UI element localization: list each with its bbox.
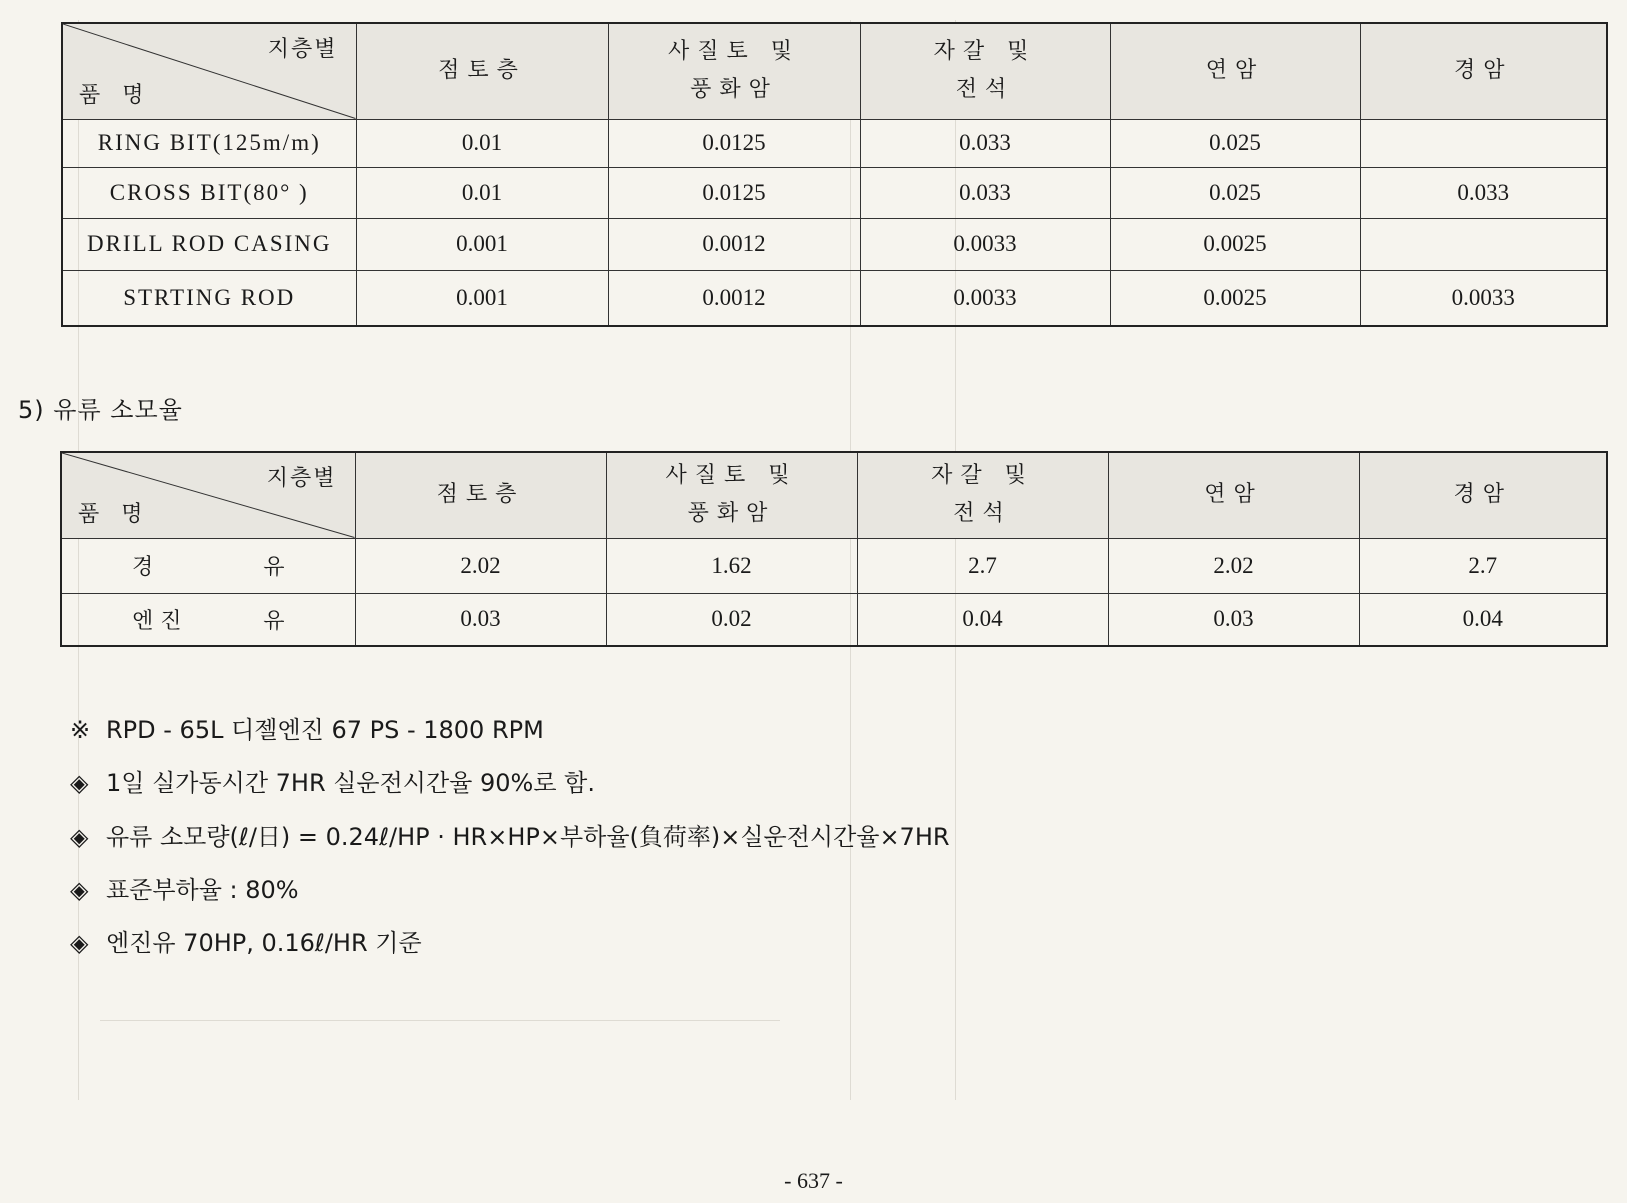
diamond-bullet-icon: ◈ — [70, 929, 89, 957]
item-name: STRTING ROD — [62, 270, 356, 326]
table-row — [62, 270, 1607, 326]
table-row — [62, 167, 1607, 218]
note-text: 엔진유 70HP, 0.16ℓ/HR 기준 — [106, 929, 422, 957]
table-cell: 0.03 — [355, 593, 606, 646]
bit-consumption-table — [61, 22, 1608, 327]
table-cell — [1360, 119, 1607, 167]
table-cell: 2.02 — [1108, 538, 1359, 593]
reference-mark: ※ — [70, 716, 91, 744]
table-cell: 0.03 — [1108, 593, 1359, 646]
table-row — [62, 119, 1607, 167]
table-cell: 0.025 — [1110, 167, 1360, 218]
table-cell: 0.025 — [1110, 119, 1360, 167]
corner-header — [61, 452, 355, 538]
bleed-through — [100, 1020, 780, 1021]
note-line — [70, 923, 422, 958]
table-row — [61, 593, 1607, 646]
note-text: 표준부하율 : 80% — [106, 876, 299, 904]
column-header: 자갈 및 전석 — [857, 452, 1108, 538]
item-name: DRILL ROD CASING — [62, 218, 356, 270]
table-cell: 0.001 — [356, 270, 608, 326]
table-cell: 0.033 — [1360, 167, 1607, 218]
item-name: 경 유 — [61, 538, 355, 593]
column-header: 연암 — [1108, 452, 1359, 538]
section-title: 5) 유류 소모율 — [18, 396, 183, 424]
diamond-bullet-icon: ◈ — [70, 769, 89, 797]
fuel-consumption-table — [60, 451, 1608, 647]
table-cell: 0.033 — [860, 119, 1110, 167]
column-header: 자갈 및 전석 — [860, 23, 1110, 119]
table-cell: 0.0033 — [860, 218, 1110, 270]
column-header: 사질토 및 풍화암 — [608, 23, 860, 119]
note-text: RPD - 65L 디젤엔진 67 PS - 1800 RPM — [106, 716, 544, 744]
corner-item-label: 품명 — [79, 82, 166, 108]
item-name: 엔 진 유 — [61, 593, 355, 646]
column-header: 점토층 — [355, 452, 606, 538]
table-cell — [1360, 218, 1607, 270]
note-line — [70, 870, 299, 905]
table-cell: 0.02 — [606, 593, 857, 646]
column-header: 점토층 — [356, 23, 608, 119]
table-cell: 0.04 — [1359, 593, 1607, 646]
column-header: 연암 — [1110, 23, 1360, 119]
table-cell: 2.7 — [857, 538, 1108, 593]
table-row — [61, 538, 1607, 593]
table-cell: 0.04 — [857, 593, 1108, 646]
table-cell: 0.0125 — [608, 167, 860, 218]
table-cell: 0.01 — [356, 167, 608, 218]
table-cell: 0.01 — [356, 119, 608, 167]
table-header-row — [61, 452, 1607, 538]
note-text: 1일 실가동시간 7HR 실운전시간율 90%로 함. — [106, 769, 595, 797]
corner-item-label: 품명 — [78, 501, 165, 527]
table-cell: 0.0025 — [1110, 218, 1360, 270]
note-text: 유류 소모량(ℓ/日) = 0.24ℓ/HP · HR×HP×부하율(負荷率)×실운전시간율×7HR — [106, 823, 950, 851]
table-cell: 0.0033 — [860, 270, 1110, 326]
diamond-bullet-icon: ◈ — [70, 876, 89, 904]
table-cell: 2.7 — [1359, 538, 1607, 593]
column-header: 사질토 및 풍화암 — [606, 452, 857, 538]
corner-layer-label: 지층별 — [267, 37, 338, 62]
table-cell: 0.033 — [860, 167, 1110, 218]
corner-header — [62, 23, 356, 119]
table-cell: 1.62 — [606, 538, 857, 593]
table-cell: 0.0012 — [608, 270, 860, 326]
note-line — [70, 763, 595, 798]
item-name: CROSS BIT(80° ) — [62, 167, 356, 218]
table-cell: 0.001 — [356, 218, 608, 270]
table-cell: 2.02 — [355, 538, 606, 593]
table-header-row — [62, 23, 1607, 119]
diamond-bullet-icon: ◈ — [70, 823, 89, 851]
column-header: 경암 — [1359, 452, 1607, 538]
note-line — [70, 817, 950, 852]
table-row — [62, 218, 1607, 270]
table-cell: 0.0033 — [1360, 270, 1607, 326]
column-header: 경암 — [1360, 23, 1607, 119]
table-cell: 0.0125 — [608, 119, 860, 167]
table-cell: 0.0012 — [608, 218, 860, 270]
corner-layer-label: 지층별 — [266, 466, 337, 491]
page-number: - 637 - — [784, 1168, 843, 1193]
note-line — [70, 710, 544, 745]
table-cell: 0.0025 — [1110, 270, 1360, 326]
item-name: RING BIT(125m/m) — [62, 119, 356, 167]
